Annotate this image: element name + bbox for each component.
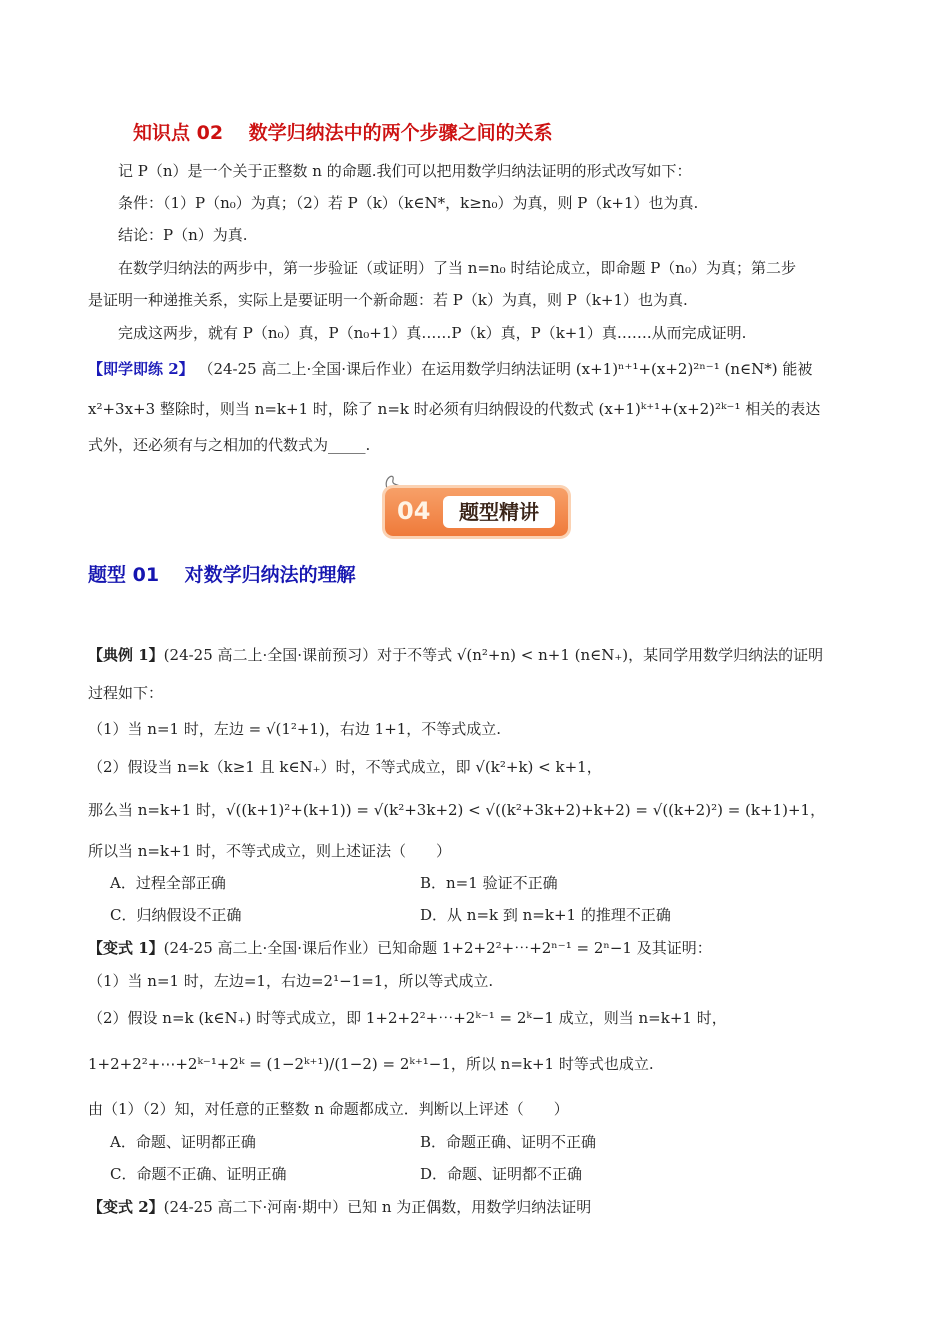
knowledge-point-heading: 知识点 02 数学归纳法中的两个步骤之间的关系 xyxy=(133,122,553,144)
variant-1-step-3: 1+2+2²+⋯+2ᵏ⁻¹+2ᵏ = (1−2ᵏ⁺¹)/(1−2) = 2ᵏ⁺¹−1，所以 n=k+1 时等式也成立. xyxy=(88,1055,654,1073)
paragraph-explanation-2: 是证明一种递推关系，实际上是要证明一个新命题：若 P（k）为真，则 P（k+1）也为真. xyxy=(88,291,688,309)
example-1-step-3: 那么当 n=k+1 时，√((k+1)²+(k+1)) = √(k²+3k+2) < √((k²+3k+2)+k+2) = √((k+2)²) = (k+1)+1， xyxy=(88,801,826,819)
example-1-line-1: (24-25 高二上·全国·课前预习）对于不等式 √(n²+n) < n+1 (n∈N₊)，某同学用数学归纳法的证明 xyxy=(163,646,824,664)
practice-line-3: 式外，还必须有与之相加的代数式为_____. xyxy=(88,436,371,454)
paragraph-definition: 记 P（n）是一个关于正整数 n 的命题.我们可以把用数学归纳法证明的形式改写如下： xyxy=(118,162,692,180)
variant-2-tag: 【变式 2】 xyxy=(88,1198,164,1216)
variant-1-step-4: 由（1）（2）知，对任意的正整数 n 命题都成立．判断以上评述（ ） xyxy=(88,1100,569,1118)
variant-2-question xyxy=(88,1196,591,1218)
variant-1-option-b[interactable]: B．命题正确、证明不正确 xyxy=(420,1133,597,1151)
example-1-option-b[interactable]: B．n=1 验证不正确 xyxy=(420,874,558,892)
practice-line-1: （24-25 高二上·全国·课后作业）在运用数学归纳法证明 (x+1)ⁿ⁺¹+(x+2)²ⁿ⁻¹ (n∈N*) 能被 xyxy=(198,360,813,378)
section-badge-label: 题型精讲 xyxy=(443,496,555,528)
section-badge-number: 04 xyxy=(397,497,431,525)
variant-2-line-1: (24-25 高二下·河南·期中）已知 n 为正偶数，用数学归纳法证明 xyxy=(163,1198,592,1216)
paragraph-condition: 条件：（1）P（n₀）为真；（2）若 P（k）（k∈N*，k≥n₀）为真，则 P（k+1）也为真. xyxy=(118,194,699,212)
variant-1-question xyxy=(88,937,712,959)
example-1-step-1: （1）当 n=1 时，左边 = √(1²+1)，右边 1+1，不等式成立. xyxy=(88,720,502,738)
question-type-heading: 题型 01 对数学归纳法的理解 xyxy=(88,564,356,586)
variant-1-option-c[interactable]: C．命题不正确、证明正确 xyxy=(110,1165,287,1183)
example-1-option-c[interactable]: C．归纳假设不正确 xyxy=(110,906,242,924)
example-1-option-a[interactable]: A．过程全部正确 xyxy=(110,874,226,892)
example-1-tag: 【典例 1】 xyxy=(88,646,164,664)
example-1-line-2: 过程如下： xyxy=(88,684,164,702)
example-1-option-d[interactable]: D．从 n=k 到 n=k+1 的推理不正确 xyxy=(420,906,671,924)
variant-1-option-d[interactable]: D．命题、证明都不正确 xyxy=(420,1165,583,1183)
example-1-question xyxy=(88,644,823,666)
section-badge xyxy=(385,488,568,536)
variant-1-line-1: (24-25 高二上·全国·课后作业）已知命题 1+2+2²+⋯+2ⁿ⁻¹ = 2ⁿ−1 及其证明： xyxy=(163,939,712,957)
variant-1-option-a[interactable]: A．命题、证明都正确 xyxy=(110,1133,256,1151)
example-1-step-4: 所以当 n=k+1 时，不等式成立，则上述证法（ ） xyxy=(88,842,451,860)
variant-1-step-1: （1）当 n=1 时，左边=1，右边=2¹−1=1，所以等式成立. xyxy=(88,972,494,990)
paragraph-explanation-1: 在数学归纳法的两步中，第一步验证（或证明）了当 n=n₀ 时结论成立，即命题 P（n₀）为真；第二步 xyxy=(118,259,796,277)
variant-1-tag: 【变式 1】 xyxy=(88,939,164,957)
variant-1-step-2: （2）假设 n=k (k∈N₊) 时等式成立，即 1+2+2²+⋯+2ᵏ⁻¹ = 2ᵏ−1 成立，则当 n=k+1 时， xyxy=(88,1009,727,1027)
practice-question xyxy=(88,358,812,380)
paragraph-completion: 完成这两步，就有 P（n₀）真，P（n₀+1）真……P（k）真，P（k+1）真…….从而完成证明. xyxy=(118,324,747,342)
example-1-step-2: （2）假设当 n=k（k≥1 且 k∈N₊）时，不等式成立，即 √(k²+k) < k+1， xyxy=(88,758,602,776)
practice-line-2: x²+3x+3 整除时，则当 n=k+1 时，除了 n=k 时必须有归纳假设的代数式 (x+1)ᵏ⁺¹+(x+2)²ᵏ⁻¹ 相关的表达 xyxy=(88,400,821,418)
paragraph-conclusion: 结论：P（n）为真. xyxy=(118,226,248,244)
practice-tag: 【即学即练 2】 xyxy=(88,360,194,378)
